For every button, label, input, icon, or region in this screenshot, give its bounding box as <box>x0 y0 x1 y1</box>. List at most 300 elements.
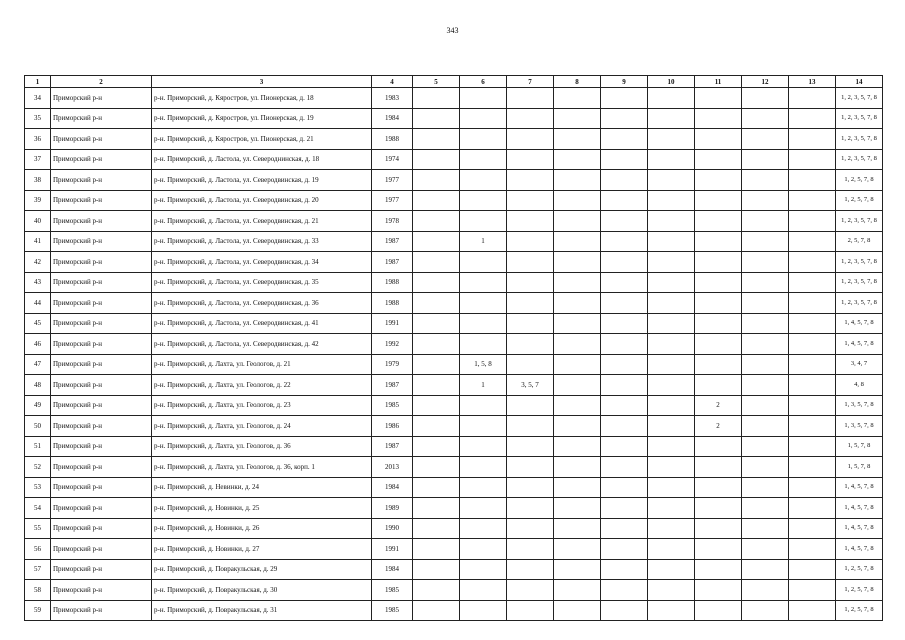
col-12-cell <box>742 293 789 314</box>
address-cell: р-н. Приморский, д. Кяростров, ул. Пионерская, д. 21 <box>152 129 372 150</box>
district-cell: Приморский р-н <box>51 231 152 252</box>
col-13-cell <box>789 580 836 601</box>
col-5-cell <box>413 395 460 416</box>
column-header-14: 14 <box>836 76 883 88</box>
district-cell: Приморский р-н <box>51 375 152 396</box>
address-cell: р-н. Приморский, д. Ластола, ул. Северодвинская, д. 34 <box>152 252 372 273</box>
district-cell: Приморский р-н <box>51 395 152 416</box>
table-row <box>25 108 883 129</box>
col-10-cell <box>648 416 695 437</box>
col-6-cell <box>460 457 507 478</box>
col-6-cell <box>460 170 507 191</box>
address-cell: р-н. Приморский, д. Новинки, д. 27 <box>152 539 372 560</box>
col-5-cell <box>413 88 460 109</box>
year-cell: 1988 <box>372 129 413 150</box>
housing-table <box>24 75 883 621</box>
table-row <box>25 272 883 293</box>
col-12-cell <box>742 436 789 457</box>
col-13-cell <box>789 477 836 498</box>
col-7-cell <box>507 395 554 416</box>
table-row <box>25 416 883 437</box>
col-12-cell <box>742 375 789 396</box>
col-14-cell: 1, 4, 5, 7, 8 <box>836 477 883 498</box>
col-14-cell: 1, 2, 5, 7, 8 <box>836 580 883 601</box>
row-number: 59 <box>25 600 51 621</box>
col-9-cell <box>601 518 648 539</box>
col-13-cell <box>789 313 836 334</box>
year-cell: 1983 <box>372 88 413 109</box>
col-8-cell <box>554 108 601 129</box>
col-5-cell <box>413 477 460 498</box>
col-5-cell <box>413 600 460 621</box>
col-9-cell <box>601 149 648 170</box>
row-number: 35 <box>25 108 51 129</box>
col-9-cell <box>601 211 648 232</box>
col-10-cell <box>648 334 695 355</box>
row-number: 49 <box>25 395 51 416</box>
col-11-cell <box>695 518 742 539</box>
col-7-cell <box>507 211 554 232</box>
col-11-cell <box>695 539 742 560</box>
col-13-cell <box>789 129 836 150</box>
year-cell: 1989 <box>372 498 413 519</box>
col-13-cell <box>789 559 836 580</box>
col-8-cell <box>554 211 601 232</box>
col-10-cell <box>648 518 695 539</box>
col-5-cell <box>413 149 460 170</box>
address-cell: р-н. Приморский, д. Лахта, ул. Геологов, д. 36, корп. 1 <box>152 457 372 478</box>
year-cell: 1984 <box>372 559 413 580</box>
col-11-cell: 2 <box>695 416 742 437</box>
district-cell: Приморский р-н <box>51 416 152 437</box>
col-8-cell <box>554 252 601 273</box>
col-5-cell <box>413 416 460 437</box>
col-14-cell: 1, 2, 5, 7, 8 <box>836 190 883 211</box>
col-9-cell <box>601 252 648 273</box>
col-9-cell <box>601 395 648 416</box>
district-cell: Приморский р-н <box>51 170 152 191</box>
row-number: 43 <box>25 272 51 293</box>
table-row <box>25 600 883 621</box>
col-11-cell <box>695 272 742 293</box>
col-9-cell <box>601 600 648 621</box>
table-row <box>25 334 883 355</box>
table-row <box>25 375 883 396</box>
col-13-cell <box>789 539 836 560</box>
address-cell: р-н. Приморский, д. Лахта, ул. Геологов, д. 24 <box>152 416 372 437</box>
col-5-cell <box>413 539 460 560</box>
col-9-cell <box>601 129 648 150</box>
year-cell: 2013 <box>372 457 413 478</box>
col-9-cell <box>601 231 648 252</box>
col-8-cell <box>554 477 601 498</box>
table-row <box>25 313 883 334</box>
district-cell: Приморский р-н <box>51 580 152 601</box>
row-number: 53 <box>25 477 51 498</box>
table-body <box>25 88 883 621</box>
col-5-cell <box>413 580 460 601</box>
col-11-cell: 2 <box>695 395 742 416</box>
col-8-cell <box>554 272 601 293</box>
row-number: 55 <box>25 518 51 539</box>
col-14-cell: 1, 2, 3, 5, 7, 8 <box>836 88 883 109</box>
table-row <box>25 518 883 539</box>
col-10-cell <box>648 436 695 457</box>
col-5-cell <box>413 129 460 150</box>
table-header-row <box>25 76 883 88</box>
col-10-cell <box>648 272 695 293</box>
row-number: 56 <box>25 539 51 560</box>
col-7-cell <box>507 498 554 519</box>
col-6-cell <box>460 129 507 150</box>
col-10-cell <box>648 149 695 170</box>
col-11-cell <box>695 477 742 498</box>
col-8-cell <box>554 436 601 457</box>
col-14-cell: 1, 2, 3, 5, 7, 8 <box>836 108 883 129</box>
col-13-cell <box>789 231 836 252</box>
col-11-cell <box>695 498 742 519</box>
col-8-cell <box>554 518 601 539</box>
col-13-cell <box>789 190 836 211</box>
col-13-cell <box>789 108 836 129</box>
col-12-cell <box>742 600 789 621</box>
table-row <box>25 457 883 478</box>
col-5-cell <box>413 272 460 293</box>
col-9-cell <box>601 170 648 191</box>
col-5-cell <box>413 293 460 314</box>
row-number: 34 <box>25 88 51 109</box>
table-row <box>25 539 883 560</box>
col-12-cell <box>742 88 789 109</box>
col-13-cell <box>789 395 836 416</box>
col-9-cell <box>601 477 648 498</box>
col-12-cell <box>742 395 789 416</box>
col-5-cell <box>413 211 460 232</box>
address-cell: р-н. Приморский, д. Ластола, ул. Североднинская, д. 18 <box>152 149 372 170</box>
address-cell: р-н. Приморский, д. Ластола, ул. Северодвинская, д. 20 <box>152 190 372 211</box>
row-number: 39 <box>25 190 51 211</box>
address-cell: р-н. Приморский, д. Лахта, ул. Геологов, д. 36 <box>152 436 372 457</box>
row-number: 57 <box>25 559 51 580</box>
year-cell: 1992 <box>372 334 413 355</box>
district-cell: Приморский р-н <box>51 600 152 621</box>
address-cell: р-н. Приморский, д. Ластола, ул. Северодвинская, д. 41 <box>152 313 372 334</box>
col-7-cell <box>507 88 554 109</box>
col-14-cell: 1, 4, 5, 7, 8 <box>836 313 883 334</box>
col-12-cell <box>742 313 789 334</box>
year-cell: 1990 <box>372 518 413 539</box>
row-number: 36 <box>25 129 51 150</box>
district-cell: Приморский р-н <box>51 436 152 457</box>
col-9-cell <box>601 375 648 396</box>
col-7-cell <box>507 559 554 580</box>
col-5-cell <box>413 252 460 273</box>
col-7-cell <box>507 477 554 498</box>
col-14-cell: 1, 5, 7, 8 <box>836 457 883 478</box>
col-7-cell <box>507 600 554 621</box>
col-7-cell <box>507 334 554 355</box>
table-row <box>25 129 883 150</box>
col-14-cell: 1, 3, 5, 7, 8 <box>836 395 883 416</box>
year-cell: 1984 <box>372 108 413 129</box>
col-10-cell <box>648 293 695 314</box>
table-row <box>25 170 883 191</box>
col-10-cell <box>648 600 695 621</box>
year-cell: 1987 <box>372 436 413 457</box>
year-cell: 1977 <box>372 190 413 211</box>
col-6-cell <box>460 149 507 170</box>
district-cell: Приморский р-н <box>51 313 152 334</box>
col-9-cell <box>601 190 648 211</box>
district-cell: Приморский р-н <box>51 354 152 375</box>
col-11-cell <box>695 354 742 375</box>
col-7-cell <box>507 457 554 478</box>
col-11-cell <box>695 170 742 191</box>
col-12-cell <box>742 149 789 170</box>
col-14-cell: 1, 4, 5, 7, 8 <box>836 334 883 355</box>
col-8-cell <box>554 600 601 621</box>
col-7-cell <box>507 231 554 252</box>
address-cell: р-н. Приморский, д. Кяростров, ул. Пионерская, д. 18 <box>152 88 372 109</box>
column-header-5: 5 <box>413 76 460 88</box>
row-number: 40 <box>25 211 51 232</box>
col-8-cell <box>554 580 601 601</box>
col-11-cell <box>695 231 742 252</box>
col-13-cell <box>789 457 836 478</box>
col-12-cell <box>742 211 789 232</box>
col-10-cell <box>648 190 695 211</box>
table-row <box>25 252 883 273</box>
address-cell: р-н. Приморский, д. Новинки, д. 25 <box>152 498 372 519</box>
table-row <box>25 354 883 375</box>
col-5-cell <box>413 170 460 191</box>
column-header-10: 10 <box>648 76 695 88</box>
column-header-2: 2 <box>51 76 152 88</box>
col-13-cell <box>789 436 836 457</box>
col-12-cell <box>742 477 789 498</box>
table-row <box>25 149 883 170</box>
col-6-cell <box>460 416 507 437</box>
col-6-cell <box>460 580 507 601</box>
table-row <box>25 580 883 601</box>
col-13-cell <box>789 272 836 293</box>
address-cell: р-н. Приморский, д. Невинки, д. 24 <box>152 477 372 498</box>
col-9-cell <box>601 293 648 314</box>
col-9-cell <box>601 580 648 601</box>
district-cell: Приморский р-н <box>51 190 152 211</box>
col-6-cell <box>460 334 507 355</box>
col-10-cell <box>648 313 695 334</box>
year-cell: 1985 <box>372 580 413 601</box>
year-cell: 1978 <box>372 211 413 232</box>
col-8-cell <box>554 334 601 355</box>
col-12-cell <box>742 354 789 375</box>
col-10-cell <box>648 477 695 498</box>
col-13-cell <box>789 252 836 273</box>
table-row <box>25 477 883 498</box>
address-cell: р-н. Приморский, д. Кяростров, ул. Пионерская, д. 19 <box>152 108 372 129</box>
col-5-cell <box>413 190 460 211</box>
col-10-cell <box>648 559 695 580</box>
col-6-cell <box>460 559 507 580</box>
col-8-cell <box>554 190 601 211</box>
row-number: 50 <box>25 416 51 437</box>
row-number: 52 <box>25 457 51 478</box>
col-5-cell <box>413 108 460 129</box>
address-cell: р-н. Приморский, д. Ластола, ул. Северодвинская, д. 35 <box>152 272 372 293</box>
col-7-cell <box>507 539 554 560</box>
col-7-cell <box>507 190 554 211</box>
col-12-cell <box>742 559 789 580</box>
col-14-cell: 3, 4, 7 <box>836 354 883 375</box>
col-6-cell: 1 <box>460 231 507 252</box>
col-9-cell <box>601 559 648 580</box>
col-12-cell <box>742 416 789 437</box>
row-number: 38 <box>25 170 51 191</box>
col-9-cell <box>601 436 648 457</box>
year-cell: 1977 <box>372 170 413 191</box>
col-12-cell <box>742 231 789 252</box>
col-13-cell <box>789 354 836 375</box>
col-11-cell <box>695 149 742 170</box>
year-cell: 1979 <box>372 354 413 375</box>
col-11-cell <box>695 580 742 601</box>
year-cell: 1984 <box>372 477 413 498</box>
col-12-cell <box>742 108 789 129</box>
district-cell: Приморский р-н <box>51 457 152 478</box>
col-10-cell <box>648 231 695 252</box>
year-cell: 1985 <box>372 395 413 416</box>
col-11-cell <box>695 313 742 334</box>
row-number: 42 <box>25 252 51 273</box>
col-13-cell <box>789 293 836 314</box>
col-5-cell <box>413 231 460 252</box>
col-10-cell <box>648 252 695 273</box>
col-13-cell <box>789 88 836 109</box>
col-5-cell <box>413 354 460 375</box>
col-5-cell <box>413 498 460 519</box>
col-14-cell: 1, 5, 7, 8 <box>836 436 883 457</box>
address-cell: р-н. Приморский, д. Ластола, ул. Северодвинская, д. 42 <box>152 334 372 355</box>
col-5-cell <box>413 436 460 457</box>
col-12-cell <box>742 518 789 539</box>
col-12-cell <box>742 252 789 273</box>
col-9-cell <box>601 272 648 293</box>
col-13-cell <box>789 600 836 621</box>
year-cell: 1974 <box>372 149 413 170</box>
address-cell: р-н. Приморский, д. Лахта, ул. Геологов, д. 23 <box>152 395 372 416</box>
col-7-cell <box>507 293 554 314</box>
col-6-cell <box>460 88 507 109</box>
col-7-cell <box>507 272 554 293</box>
column-header-11: 11 <box>695 76 742 88</box>
row-number: 45 <box>25 313 51 334</box>
col-8-cell <box>554 149 601 170</box>
district-cell: Приморский р-н <box>51 498 152 519</box>
col-11-cell <box>695 211 742 232</box>
col-12-cell <box>742 539 789 560</box>
address-cell: р-н. Приморский, д. Ластола, ул. Северодвинская, д. 36 <box>152 293 372 314</box>
col-14-cell: 1, 2, 5, 7, 8 <box>836 559 883 580</box>
col-8-cell <box>554 354 601 375</box>
district-cell: Приморский р-н <box>51 108 152 129</box>
col-8-cell <box>554 395 601 416</box>
col-9-cell <box>601 416 648 437</box>
col-13-cell <box>789 149 836 170</box>
col-9-cell <box>601 539 648 560</box>
address-cell: р-н. Приморский, д. Повракульская, д. 31 <box>152 600 372 621</box>
table-row <box>25 559 883 580</box>
col-7-cell <box>507 252 554 273</box>
col-13-cell <box>789 416 836 437</box>
col-12-cell <box>742 580 789 601</box>
col-8-cell <box>554 313 601 334</box>
col-10-cell <box>648 457 695 478</box>
col-7-cell <box>507 313 554 334</box>
col-10-cell <box>648 170 695 191</box>
col-8-cell <box>554 559 601 580</box>
col-14-cell: 1, 2, 3, 5, 7, 8 <box>836 252 883 273</box>
col-9-cell <box>601 457 648 478</box>
district-cell: Приморский р-н <box>51 252 152 273</box>
district-cell: Приморский р-н <box>51 211 152 232</box>
district-cell: Приморский р-н <box>51 88 152 109</box>
col-13-cell <box>789 518 836 539</box>
col-14-cell: 1, 4, 5, 7, 8 <box>836 498 883 519</box>
table-row <box>25 190 883 211</box>
col-6-cell <box>460 293 507 314</box>
district-cell: Приморский р-н <box>51 129 152 150</box>
col-12-cell <box>742 498 789 519</box>
address-cell: р-н. Приморский, д. Повракульская, д. 30 <box>152 580 372 601</box>
col-8-cell <box>554 170 601 191</box>
col-7-cell <box>507 170 554 191</box>
row-number: 37 <box>25 149 51 170</box>
year-cell: 1987 <box>372 375 413 396</box>
row-number: 44 <box>25 293 51 314</box>
col-10-cell <box>648 211 695 232</box>
col-11-cell <box>695 600 742 621</box>
row-number: 47 <box>25 354 51 375</box>
table-row <box>25 231 883 252</box>
col-6-cell <box>460 211 507 232</box>
column-header-3: 3 <box>152 76 372 88</box>
col-11-cell <box>695 375 742 396</box>
year-cell: 1987 <box>372 252 413 273</box>
col-13-cell <box>789 211 836 232</box>
col-7-cell <box>507 129 554 150</box>
district-cell: Приморский р-н <box>51 518 152 539</box>
col-9-cell <box>601 313 648 334</box>
col-7-cell: 3, 5, 7 <box>507 375 554 396</box>
col-14-cell: 1, 2, 3, 5, 7, 8 <box>836 272 883 293</box>
col-6-cell <box>460 539 507 560</box>
address-cell: р-н. Приморский, д. Ластола, ул. Северодвинская, д. 21 <box>152 211 372 232</box>
col-6-cell <box>460 313 507 334</box>
col-6-cell <box>460 395 507 416</box>
col-14-cell: 4, 8 <box>836 375 883 396</box>
col-11-cell <box>695 334 742 355</box>
col-14-cell: 1, 2, 3, 5, 7, 8 <box>836 211 883 232</box>
col-6-cell <box>460 252 507 273</box>
table-row <box>25 498 883 519</box>
district-cell: Приморский р-н <box>51 149 152 170</box>
col-8-cell <box>554 457 601 478</box>
col-5-cell <box>413 457 460 478</box>
col-8-cell <box>554 375 601 396</box>
district-cell: Приморский р-н <box>51 334 152 355</box>
table-row <box>25 88 883 109</box>
